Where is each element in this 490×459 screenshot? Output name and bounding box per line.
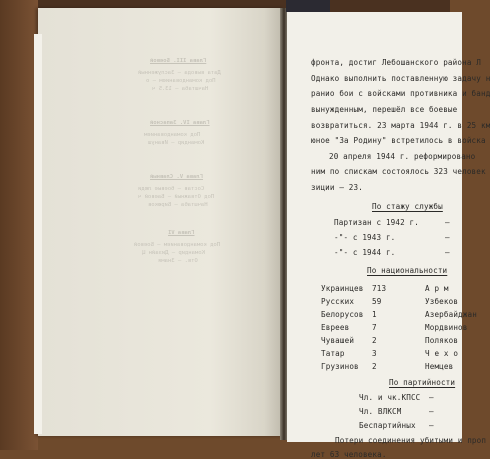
ghost-line: Состав — боевые люди xyxy=(138,186,205,192)
body-line: возвратиться. 23 марта 1944 г. в 25 км xyxy=(311,121,490,130)
nationality-name: Мордвинов xyxy=(425,323,468,332)
nationality-name: Белорусов xyxy=(321,310,364,319)
spine-tab xyxy=(286,0,330,12)
service-label: -"- с 1943 г. xyxy=(334,233,396,242)
heading-nationality: По национальности xyxy=(367,266,448,275)
nationality-name: А р м xyxy=(425,284,449,293)
body-line: вынужденным, перешёл все боевые xyxy=(311,105,458,114)
party-value: – xyxy=(429,407,434,416)
underlying-sheet xyxy=(34,34,42,434)
footer-line: лет 63 человека. xyxy=(311,450,387,459)
ghost-line: Под командованием — Боевой xyxy=(134,242,221,248)
service-label: Партизан с 1942 г. xyxy=(334,218,419,227)
ghost-line: Под командованием xyxy=(144,132,201,138)
nationality-name: Немцев xyxy=(425,362,454,371)
body-line: фронта, достиг Лебошанского района Л xyxy=(311,58,481,67)
nationality-name: Узбеков xyxy=(425,297,459,306)
party-label: Чл. и чк.КПСС xyxy=(359,393,421,402)
service-value: – xyxy=(445,218,450,227)
ghost-line: Начштаба — 13.5 ч xyxy=(152,86,209,92)
nationality-name: Русских xyxy=(321,297,355,306)
ghost-line: Командир — Ивануш xyxy=(148,140,205,146)
heading-service: По стажу службы xyxy=(372,202,443,211)
nationality-count: 59 xyxy=(372,297,382,306)
party-value: – xyxy=(429,393,434,402)
nationality-count: 2 xyxy=(372,336,377,345)
nationality-count: 2 xyxy=(372,362,377,371)
body-line: юное "За Родину" встретилось в войска xyxy=(311,136,486,145)
ghost-line: Глава III. Боевой xyxy=(150,58,207,64)
nationality-count: 1 xyxy=(372,310,377,319)
ghost-line: Под Отважный — Баевой ч xyxy=(138,194,215,200)
book-cover-edge xyxy=(0,0,38,450)
left-page xyxy=(38,8,284,436)
service-label: -"- с 1944 г. xyxy=(334,248,396,257)
nationality-name: Поляков xyxy=(425,336,459,345)
ghost-line: Глава VI xyxy=(168,230,195,236)
nationality-name: Ч е х о xyxy=(425,349,459,358)
ghost-line: Глава IV. Запасной xyxy=(150,120,210,126)
body-line: зиции — 23. xyxy=(311,183,363,192)
nationality-name: Азербайджан xyxy=(425,310,477,319)
footer-line: Потери соединения убитыми и проп xyxy=(335,436,487,445)
party-value: – xyxy=(429,421,434,430)
nationality-count: 7 xyxy=(372,323,377,332)
body-line: 20 апреля 1944 г. реформировано xyxy=(329,152,476,161)
ghost-line: Дата вывода — Заслуженный xyxy=(138,70,221,76)
party-label: Беспартийных xyxy=(359,421,416,430)
ghost-line: Глава V. Славный xyxy=(150,174,203,180)
ghost-line: Отв. — Знамя xyxy=(158,258,198,264)
right-page xyxy=(287,12,490,459)
service-value: – xyxy=(445,248,450,257)
heading-party: По партийности xyxy=(389,378,456,387)
nationality-count: 713 xyxy=(372,284,387,293)
nationality-count: 3 xyxy=(372,349,377,358)
nationality-name: Евреев xyxy=(321,323,350,332)
service-value: – xyxy=(445,233,450,242)
body-line: ранио бои с войсками противника и банд xyxy=(311,89,490,98)
nationality-name: Украинцев xyxy=(321,284,364,293)
nationality-name: Грузинов xyxy=(321,362,359,371)
party-label: Чл. ВЛКСМ xyxy=(359,407,402,416)
nationality-name: Чувашей xyxy=(321,336,355,345)
body-line: ним по спискам состоялось 323 человек xyxy=(311,167,486,176)
ghost-line: Под командованием — о xyxy=(146,78,216,84)
nationality-name: Татар xyxy=(321,349,345,358)
ghost-line: Командир — Дизайн Ц xyxy=(142,250,205,256)
ghost-line: Начштаба — Бирюков xyxy=(148,202,208,208)
body-line: Однако выполнить поставленную задачу н xyxy=(311,74,490,83)
